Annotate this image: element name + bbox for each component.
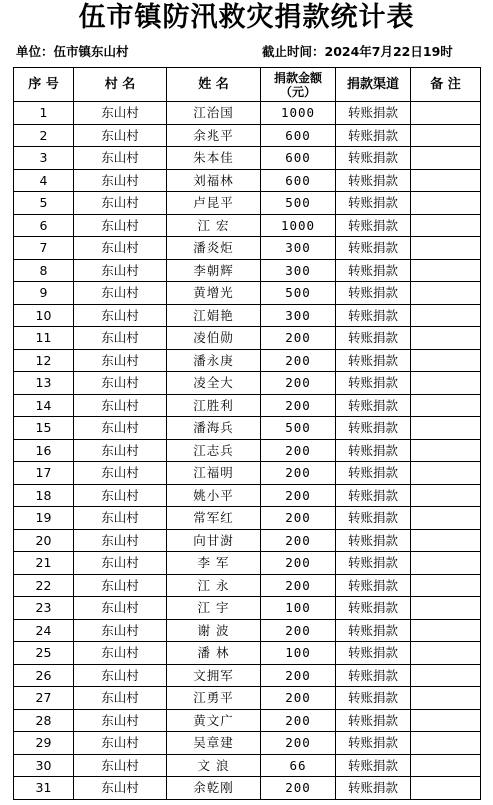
cell-name: 江 宏	[167, 214, 261, 237]
cell-name: 潘 林	[167, 642, 261, 665]
cell-name: 黄文广	[167, 709, 261, 732]
cell-village: 东山村	[74, 574, 167, 597]
cell-seq: 7	[14, 237, 74, 260]
cell-seq: 19	[14, 507, 74, 530]
cell-amount: 200	[261, 529, 336, 552]
cell-seq: 11	[14, 327, 74, 350]
table-row	[14, 169, 481, 192]
cell-village: 东山村	[74, 102, 167, 125]
table-row	[14, 147, 481, 170]
cell-name: 文拥军	[167, 664, 261, 687]
cell-village: 东山村	[74, 754, 167, 777]
cell-name: 江福明	[167, 462, 261, 485]
cell-seq: 20	[14, 529, 74, 552]
cell-name: 江胜利	[167, 394, 261, 417]
cell-village: 东山村	[74, 259, 167, 282]
cell-note	[411, 439, 481, 462]
cell-name: 吴章建	[167, 732, 261, 755]
cell-note	[411, 304, 481, 327]
cell-village: 东山村	[74, 327, 167, 350]
table-row	[14, 417, 481, 440]
cell-note	[411, 574, 481, 597]
cell-channel: 转账捐款	[336, 732, 411, 755]
cell-channel: 转账捐款	[336, 529, 411, 552]
cell-seq: 1	[14, 102, 74, 125]
cell-channel: 转账捐款	[336, 597, 411, 620]
cell-channel: 转账捐款	[336, 754, 411, 777]
cell-name: 朱本佳	[167, 147, 261, 170]
cell-village: 东山村	[74, 147, 167, 170]
cell-name: 江志兵	[167, 439, 261, 462]
cell-seq: 16	[14, 439, 74, 462]
cell-channel: 转账捐款	[336, 462, 411, 485]
cell-amount: 100	[261, 642, 336, 665]
table-row	[14, 259, 481, 282]
cell-amount: 500	[261, 282, 336, 305]
cell-amount: 1000	[261, 102, 336, 125]
cell-name: 李 军	[167, 552, 261, 575]
cell-village: 东山村	[74, 417, 167, 440]
cell-village: 东山村	[74, 462, 167, 485]
cell-note	[411, 102, 481, 125]
cell-seq: 13	[14, 372, 74, 395]
table-row	[14, 462, 481, 485]
cell-note	[411, 484, 481, 507]
cell-amount: 200	[261, 349, 336, 372]
cell-channel: 转账捐款	[336, 237, 411, 260]
cell-amount: 1000	[261, 214, 336, 237]
donation-table	[13, 67, 481, 800]
cell-channel: 转账捐款	[336, 349, 411, 372]
cell-name: 余兆平	[167, 124, 261, 147]
table-row	[14, 372, 481, 395]
cell-name: 李朝辉	[167, 259, 261, 282]
cell-note	[411, 237, 481, 260]
cell-village: 东山村	[74, 687, 167, 710]
cell-channel: 转账捐款	[336, 327, 411, 350]
table-row	[14, 214, 481, 237]
cell-amount: 600	[261, 169, 336, 192]
cell-amount: 200	[261, 777, 336, 800]
table-row	[14, 687, 481, 710]
cell-amount: 500	[261, 417, 336, 440]
cell-seq: 3	[14, 147, 74, 170]
cell-amount: 200	[261, 484, 336, 507]
table-row	[14, 349, 481, 372]
cell-village: 东山村	[74, 597, 167, 620]
table-row	[14, 282, 481, 305]
cell-village: 东山村	[74, 619, 167, 642]
cell-note	[411, 169, 481, 192]
cell-name: 江勇平	[167, 687, 261, 710]
cell-note	[411, 327, 481, 350]
cell-note	[411, 507, 481, 530]
cell-village: 东山村	[74, 664, 167, 687]
cell-note	[411, 124, 481, 147]
cell-seq: 14	[14, 394, 74, 417]
cell-village: 东山村	[74, 237, 167, 260]
cell-channel: 转账捐款	[336, 169, 411, 192]
column-header-amount	[261, 68, 336, 102]
cell-village: 东山村	[74, 192, 167, 215]
table-row	[14, 484, 481, 507]
cell-seq: 29	[14, 732, 74, 755]
cell-channel: 转账捐款	[336, 687, 411, 710]
table-row	[14, 507, 481, 530]
cell-amount: 200	[261, 664, 336, 687]
table-row	[14, 102, 481, 125]
cell-channel: 转账捐款	[336, 439, 411, 462]
cell-village: 东山村	[74, 777, 167, 800]
cell-note	[411, 754, 481, 777]
cell-village: 东山村	[74, 282, 167, 305]
deadline-label: 截止时间：2024年7月22日19时	[262, 44, 453, 59]
column-header-note: 备 注	[411, 68, 481, 102]
cell-name: 江治国	[167, 102, 261, 125]
cell-name: 卢昆平	[167, 192, 261, 215]
table-header-row	[14, 68, 481, 102]
cell-amount: 200	[261, 394, 336, 417]
column-header-village: 村 名	[74, 68, 167, 102]
cell-seq: 18	[14, 484, 74, 507]
table-row	[14, 304, 481, 327]
cell-note	[411, 372, 481, 395]
cell-name: 常军红	[167, 507, 261, 530]
cell-seq: 15	[14, 417, 74, 440]
cell-village: 东山村	[74, 169, 167, 192]
table-row	[14, 754, 481, 777]
cell-seq: 17	[14, 462, 74, 485]
cell-channel: 转账捐款	[336, 372, 411, 395]
cell-village: 东山村	[74, 552, 167, 575]
cell-note	[411, 394, 481, 417]
cell-channel: 转账捐款	[336, 304, 411, 327]
table-row	[14, 552, 481, 575]
cell-amount: 200	[261, 327, 336, 350]
cell-amount: 200	[261, 552, 336, 575]
cell-name: 余乾刚	[167, 777, 261, 800]
table-row	[14, 574, 481, 597]
cell-amount: 300	[261, 304, 336, 327]
cell-channel: 转账捐款	[336, 214, 411, 237]
cell-village: 东山村	[74, 372, 167, 395]
cell-amount: 600	[261, 147, 336, 170]
cell-name: 姚小平	[167, 484, 261, 507]
cell-note	[411, 349, 481, 372]
column-header-channel: 捐款渠道	[336, 68, 411, 102]
cell-name: 潘永庚	[167, 349, 261, 372]
cell-name: 黄增光	[167, 282, 261, 305]
cell-note	[411, 664, 481, 687]
cell-name: 江 永	[167, 574, 261, 597]
cell-note	[411, 619, 481, 642]
cell-seq: 24	[14, 619, 74, 642]
cell-name: 江娟艳	[167, 304, 261, 327]
table-row	[14, 394, 481, 417]
cell-channel: 转账捐款	[336, 394, 411, 417]
cell-channel: 转账捐款	[336, 192, 411, 215]
cell-channel: 转账捐款	[336, 574, 411, 597]
cell-channel: 转账捐款	[336, 259, 411, 282]
cell-seq: 10	[14, 304, 74, 327]
cell-seq: 4	[14, 169, 74, 192]
cell-amount: 200	[261, 709, 336, 732]
cell-seq: 6	[14, 214, 74, 237]
cell-seq: 28	[14, 709, 74, 732]
cell-village: 东山村	[74, 124, 167, 147]
table-row	[14, 597, 481, 620]
cell-seq: 26	[14, 664, 74, 687]
cell-seq: 12	[14, 349, 74, 372]
cell-name: 凌全大	[167, 372, 261, 395]
cell-name: 向甘澍	[167, 529, 261, 552]
cell-note	[411, 552, 481, 575]
cell-amount: 300	[261, 237, 336, 260]
cell-village: 东山村	[74, 507, 167, 530]
cell-amount: 200	[261, 372, 336, 395]
cell-amount: 500	[261, 192, 336, 215]
table-row	[14, 709, 481, 732]
cell-note	[411, 529, 481, 552]
cell-amount: 600	[261, 124, 336, 147]
cell-amount: 200	[261, 619, 336, 642]
cell-channel: 转账捐款	[336, 417, 411, 440]
cell-seq: 8	[14, 259, 74, 282]
column-header-seq: 序 号	[14, 68, 74, 102]
cell-amount: 200	[261, 574, 336, 597]
table-row	[14, 619, 481, 642]
cell-amount: 200	[261, 687, 336, 710]
cell-amount: 100	[261, 597, 336, 620]
cell-seq: 31	[14, 777, 74, 800]
cell-amount: 200	[261, 439, 336, 462]
page-title: 伍市镇防汛救灾捐款统计表	[78, 2, 415, 33]
cell-note	[411, 732, 481, 755]
cell-note	[411, 282, 481, 305]
cell-channel: 转账捐款	[336, 664, 411, 687]
cell-seq: 22	[14, 574, 74, 597]
cell-channel: 转账捐款	[336, 709, 411, 732]
cell-seq: 2	[14, 124, 74, 147]
cell-village: 东山村	[74, 439, 167, 462]
cell-note	[411, 597, 481, 620]
column-header-amount-line1: 捐款金额	[273, 70, 322, 85]
table-row	[14, 237, 481, 260]
column-header-amount-line2: （元）	[279, 84, 316, 99]
cell-village: 东山村	[74, 484, 167, 507]
cell-name: 凌伯勋	[167, 327, 261, 350]
cell-channel: 转账捐款	[336, 124, 411, 147]
cell-name: 刘福林	[167, 169, 261, 192]
cell-village: 东山村	[74, 642, 167, 665]
cell-seq: 27	[14, 687, 74, 710]
cell-amount: 200	[261, 507, 336, 530]
cell-village: 东山村	[74, 709, 167, 732]
unit-label: 单位：伍市镇东山村	[16, 44, 129, 59]
cell-name: 潘海兵	[167, 417, 261, 440]
cell-seq: 23	[14, 597, 74, 620]
cell-note	[411, 214, 481, 237]
cell-note	[411, 417, 481, 440]
cell-seq: 30	[14, 754, 74, 777]
cell-channel: 转账捐款	[336, 147, 411, 170]
cell-amount: 200	[261, 732, 336, 755]
cell-amount: 200	[261, 462, 336, 485]
cell-note	[411, 642, 481, 665]
cell-name: 文 浪	[167, 754, 261, 777]
cell-channel: 转账捐款	[336, 484, 411, 507]
cell-note	[411, 777, 481, 800]
table-row	[14, 327, 481, 350]
cell-amount: 66	[261, 754, 336, 777]
cell-seq: 21	[14, 552, 74, 575]
cell-note	[411, 259, 481, 282]
cell-channel: 转账捐款	[336, 282, 411, 305]
cell-village: 东山村	[74, 349, 167, 372]
cell-seq: 9	[14, 282, 74, 305]
table-row	[14, 529, 481, 552]
table-row	[14, 664, 481, 687]
cell-name: 江 宇	[167, 597, 261, 620]
cell-village: 东山村	[74, 529, 167, 552]
cell-seq: 5	[14, 192, 74, 215]
cell-channel: 转账捐款	[336, 507, 411, 530]
cell-note	[411, 462, 481, 485]
table-row	[14, 642, 481, 665]
cell-village: 东山村	[74, 394, 167, 417]
table-row	[14, 777, 481, 800]
table-row	[14, 124, 481, 147]
cell-village: 东山村	[74, 214, 167, 237]
cell-note	[411, 709, 481, 732]
cell-amount: 300	[261, 259, 336, 282]
cell-note	[411, 147, 481, 170]
cell-note	[411, 192, 481, 215]
cell-seq: 25	[14, 642, 74, 665]
cell-channel: 转账捐款	[336, 619, 411, 642]
cell-channel: 转账捐款	[336, 642, 411, 665]
cell-village: 东山村	[74, 732, 167, 755]
table-row	[14, 439, 481, 462]
cell-name: 潘炎炬	[167, 237, 261, 260]
table-row	[14, 192, 481, 215]
cell-village: 东山村	[74, 304, 167, 327]
column-header-name: 姓 名	[167, 68, 261, 102]
cell-channel: 转账捐款	[336, 552, 411, 575]
cell-name: 谢 波	[167, 619, 261, 642]
cell-note	[411, 687, 481, 710]
cell-channel: 转账捐款	[336, 102, 411, 125]
cell-channel: 转账捐款	[336, 777, 411, 800]
table-row	[14, 732, 481, 755]
